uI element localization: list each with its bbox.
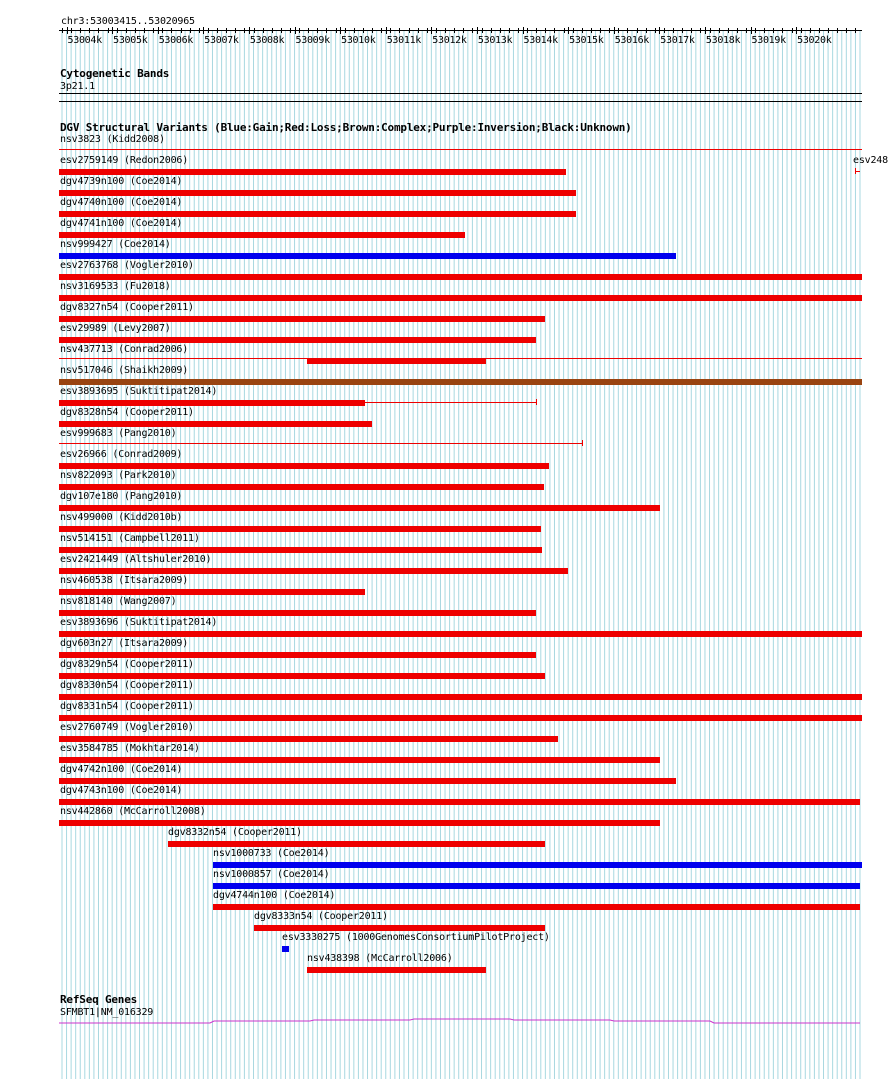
variant-feature-cap bbox=[582, 440, 583, 446]
ruler-minor-tick bbox=[427, 28, 428, 33]
variant-label[interactable]: nsv3823 (Kidd2008) bbox=[60, 134, 165, 145]
ruler-minor-tick bbox=[773, 28, 774, 33]
variant-feature[interactable] bbox=[59, 778, 676, 784]
ruler-minor-tick bbox=[792, 28, 793, 33]
ruler-minor-tick bbox=[673, 28, 674, 33]
variant-feature-cap bbox=[855, 168, 856, 174]
variant-label[interactable]: esv3584785 (Mokhtar2014) bbox=[60, 743, 200, 754]
variant-label[interactable]: dgv4743n100 (Coe2014) bbox=[60, 785, 183, 796]
ruler-tick bbox=[249, 27, 250, 34]
ruler-minor-tick bbox=[500, 28, 501, 33]
variant-feature[interactable] bbox=[59, 820, 660, 826]
variant-feature[interactable] bbox=[59, 526, 541, 532]
variant-feature[interactable] bbox=[213, 862, 862, 868]
ruler-minor-tick bbox=[171, 28, 172, 33]
ruler-minor-tick bbox=[536, 28, 537, 33]
variant-label[interactable]: dgv4741n100 (Coe2014) bbox=[60, 218, 183, 229]
variant-label[interactable]: nsv818140 (Wang2007) bbox=[60, 596, 177, 607]
variant-label[interactable]: nsv442860 (McCarroll2008) bbox=[60, 806, 206, 817]
ruler-tick bbox=[340, 27, 341, 34]
ruler-minor-tick bbox=[317, 28, 318, 33]
ruler-minor-tick bbox=[810, 28, 811, 33]
ruler-minor-tick bbox=[728, 28, 729, 33]
ruler-tick bbox=[751, 27, 752, 34]
ruler-tick-label: 53008k bbox=[249, 35, 285, 46]
ruler-tick-label: 53010k bbox=[341, 35, 376, 46]
ruler-minor-tick bbox=[463, 28, 464, 33]
ruler-tick-label: 53018k bbox=[705, 35, 741, 46]
variant-feature[interactable] bbox=[59, 211, 576, 217]
ruler-minor-tick bbox=[71, 28, 72, 33]
variant-label[interactable]: dgv107e180 (Pang2010) bbox=[60, 491, 183, 502]
ruler-minor-tick bbox=[153, 28, 154, 33]
ruler-minor-tick bbox=[226, 28, 227, 33]
variant-feature[interactable] bbox=[59, 316, 545, 322]
variant-feature[interactable] bbox=[282, 946, 289, 952]
ruler-tick-label: 53014k bbox=[523, 35, 558, 46]
ruler-minor-tick bbox=[190, 28, 191, 33]
ruler-minor-tick bbox=[509, 28, 510, 33]
variant-feature[interactable] bbox=[59, 694, 862, 700]
ruler-minor-tick bbox=[80, 28, 81, 33]
ruler-minor-tick bbox=[199, 28, 200, 33]
ruler-minor-tick bbox=[135, 28, 136, 33]
variant-label[interactable]: dgv4739n100 (Coe2014) bbox=[60, 176, 183, 187]
variant-feature[interactable] bbox=[59, 715, 862, 721]
variant-feature[interactable] bbox=[59, 169, 566, 175]
variant-label[interactable]: nsv3169533 (Fu2018) bbox=[60, 281, 171, 292]
ruler-tick-label: 53004k bbox=[67, 35, 102, 46]
ruler-tick bbox=[67, 27, 68, 34]
ruler-minor-tick bbox=[454, 28, 455, 33]
ruler-minor-tick bbox=[637, 28, 638, 33]
ruler-minor-tick bbox=[244, 28, 245, 33]
ruler-minor-tick bbox=[545, 28, 546, 33]
ruler-minor-tick bbox=[409, 28, 410, 33]
variant-label[interactable]: esv999683 (Pang2010) bbox=[60, 428, 177, 439]
ruler-tick bbox=[203, 27, 204, 34]
ruler-minor-tick bbox=[591, 28, 592, 33]
ruler-minor-tick bbox=[445, 28, 446, 33]
ruler-tick-label: 53017k bbox=[660, 35, 695, 46]
variant-feature[interactable] bbox=[59, 232, 465, 238]
ruler-minor-tick bbox=[682, 28, 683, 33]
variant-label[interactable]: esv26966 (Conrad2009) bbox=[60, 449, 183, 460]
variant-label[interactable]: nsv514151 (Campbell2011) bbox=[60, 533, 200, 544]
ruler-minor-tick bbox=[846, 28, 847, 33]
ruler-minor-tick bbox=[801, 28, 802, 33]
variant-label[interactable]: dgv8329n54 (Cooper2011) bbox=[60, 659, 194, 670]
ruler-axis[interactable] bbox=[59, 30, 862, 31]
ruler-tick bbox=[295, 27, 296, 34]
ruler-minor-tick bbox=[764, 28, 765, 33]
ruler-tick bbox=[477, 27, 478, 34]
variant-feature[interactable] bbox=[59, 295, 862, 301]
ruler-tick-label: 53007k bbox=[204, 35, 239, 46]
ruler-minor-tick bbox=[181, 28, 182, 33]
ruler-minor-tick bbox=[472, 28, 473, 33]
ruler-tick-label: 53011k bbox=[386, 35, 422, 46]
variant-label[interactable]: dgv8332n54 (Cooper2011) bbox=[168, 827, 302, 838]
variant-feature[interactable] bbox=[59, 631, 862, 637]
ruler-minor-tick bbox=[646, 28, 647, 33]
ruler-minor-tick bbox=[691, 28, 692, 33]
ruler-minor-tick bbox=[418, 28, 419, 33]
ruler-minor-tick bbox=[217, 28, 218, 33]
ruler-minor-tick bbox=[482, 28, 483, 33]
variant-feature[interactable] bbox=[307, 967, 486, 973]
ruler-minor-tick bbox=[855, 28, 856, 33]
ruler-minor-tick bbox=[828, 28, 829, 33]
ruler-minor-tick bbox=[755, 28, 756, 33]
ruler-minor-tick bbox=[336, 28, 337, 33]
locus-label: chr3:53003415..53020965 bbox=[61, 16, 195, 27]
ruler-tick bbox=[431, 27, 432, 34]
variant-feature[interactable] bbox=[213, 904, 860, 910]
variant-label[interactable]: dgv603n27 (Itsara2009) bbox=[60, 638, 189, 649]
ruler-minor-tick bbox=[381, 28, 382, 33]
variant-feature[interactable] bbox=[59, 149, 862, 150]
variant-feature[interactable] bbox=[254, 925, 545, 931]
variant-label[interactable]: esv2760749 (Vogler2010) bbox=[60, 722, 194, 733]
ruler-tick-label: 53016k bbox=[614, 35, 650, 46]
variant-feature[interactable] bbox=[59, 757, 660, 763]
variant-label[interactable]: dgv8330n54 (Cooper2011) bbox=[60, 680, 194, 691]
ruler-tick-label: 53013k bbox=[477, 35, 513, 46]
variant-feature[interactable] bbox=[59, 421, 372, 427]
ruler-minor-tick bbox=[363, 28, 364, 33]
variant-feature[interactable] bbox=[213, 883, 860, 889]
variant-label[interactable]: esv2763768 (Vogler2010) bbox=[60, 260, 194, 271]
variant-label[interactable]: nsv999427 (Coe2014) bbox=[60, 239, 171, 250]
ruler-minor-tick bbox=[372, 28, 373, 33]
ruler-tick bbox=[568, 27, 569, 34]
ruler-minor-tick bbox=[564, 28, 565, 33]
variant-label[interactable]: nsv1000857 (Coe2014) bbox=[213, 869, 330, 880]
ruler-tick bbox=[158, 27, 159, 34]
variant-label[interactable]: dgv8328n54 (Cooper2011) bbox=[60, 407, 194, 418]
variant-feature[interactable] bbox=[59, 484, 544, 490]
ruler-tick bbox=[614, 27, 615, 34]
variant-label[interactable]: esv248 bbox=[853, 155, 888, 166]
ruler-minor-tick bbox=[837, 28, 838, 33]
ruler-minor-tick bbox=[263, 28, 264, 33]
ruler-minor-tick bbox=[126, 28, 127, 33]
variant-feature[interactable] bbox=[59, 505, 660, 511]
variant-label[interactable]: nsv1000733 (Coe2014) bbox=[213, 848, 330, 859]
variant-feature-block[interactable] bbox=[307, 358, 486, 364]
ruler-minor-tick bbox=[819, 28, 820, 33]
ruler-minor-tick bbox=[290, 28, 291, 33]
variant-label[interactable]: dgv4740n100 (Coe2014) bbox=[60, 197, 183, 208]
ruler-minor-tick bbox=[746, 28, 747, 33]
ruler-minor-tick bbox=[144, 28, 145, 33]
variant-feature[interactable] bbox=[59, 736, 558, 742]
refseq-gene-model[interactable] bbox=[0, 1012, 890, 1028]
ruler-minor-tick bbox=[308, 28, 309, 33]
ruler-minor-tick bbox=[98, 28, 99, 33]
ruler-tick-label: 53009k bbox=[295, 35, 330, 46]
ruler-minor-tick bbox=[89, 28, 90, 33]
ruler-minor-tick bbox=[235, 28, 236, 33]
variant-feature-thin[interactable] bbox=[365, 402, 536, 403]
variant-feature[interactable] bbox=[59, 253, 676, 259]
ruler-minor-tick bbox=[108, 28, 109, 33]
cytoband-line-top bbox=[59, 93, 862, 94]
ruler-minor-tick bbox=[354, 28, 355, 33]
ruler-minor-tick bbox=[299, 28, 300, 33]
variant-label[interactable]: nsv437713 (Conrad2006) bbox=[60, 344, 189, 355]
ruler-tick-label: 53015k bbox=[569, 35, 604, 46]
variant-label[interactable]: esv3893695 (Suktitipat2014) bbox=[60, 386, 218, 397]
ruler-minor-tick bbox=[655, 28, 656, 33]
ruler-minor-tick bbox=[573, 28, 574, 33]
refseq-track-title: RefSeq Genes bbox=[60, 993, 138, 1006]
variant-label[interactable]: esv29989 (Levy2007) bbox=[60, 323, 171, 334]
ruler-tick bbox=[386, 27, 387, 34]
variant-feature[interactable] bbox=[59, 463, 549, 469]
ruler-minor-tick bbox=[600, 28, 601, 33]
variant-label[interactable]: dgv4742n100 (Coe2014) bbox=[60, 764, 183, 775]
ruler-minor-tick bbox=[710, 28, 711, 33]
ruler-minor-tick bbox=[208, 28, 209, 33]
ruler-tick-label: 53020k bbox=[797, 35, 832, 46]
variant-feature[interactable] bbox=[168, 841, 545, 847]
ruler-minor-tick bbox=[618, 28, 619, 33]
variant-feature[interactable] bbox=[59, 190, 576, 196]
ruler-minor-tick bbox=[272, 28, 273, 33]
ruler-tick bbox=[523, 27, 524, 34]
ruler-minor-tick bbox=[554, 28, 555, 33]
variant-feature[interactable] bbox=[59, 443, 582, 444]
ruler-minor-tick bbox=[700, 28, 701, 33]
ruler-minor-tick bbox=[399, 28, 400, 33]
ruler-minor-tick bbox=[390, 28, 391, 33]
cytoband-track-title: Cytogenetic Bands bbox=[60, 67, 170, 80]
ruler-tick-label: 53012k bbox=[432, 35, 467, 46]
variant-label[interactable]: nsv499000 (Kidd2010b) bbox=[60, 512, 183, 523]
ruler-tick-label: 53006k bbox=[158, 35, 194, 46]
variant-label[interactable]: nsv438398 (McCarroll2006) bbox=[307, 953, 453, 964]
cytoband-line-bottom bbox=[59, 101, 862, 102]
ruler-minor-tick bbox=[254, 28, 255, 33]
ruler-tick bbox=[112, 27, 113, 34]
ruler-minor-tick bbox=[527, 28, 528, 33]
ruler-minor-tick bbox=[326, 28, 327, 33]
cytoband-label: 3p21.1 bbox=[60, 81, 95, 92]
ruler-tick bbox=[796, 27, 797, 34]
variant-label[interactable]: esv2421449 (Altshuler2010) bbox=[60, 554, 212, 565]
ruler-minor-tick bbox=[162, 28, 163, 33]
variant-label[interactable]: esv3330275 (1000GenomesConsortiumPilotProject) bbox=[282, 932, 550, 943]
ruler-minor-tick bbox=[782, 28, 783, 33]
variant-label[interactable]: esv3893696 (Suktitipat2014) bbox=[60, 617, 218, 628]
variant-label[interactable]: nsv822093 (Park2010) bbox=[60, 470, 177, 481]
ruler-minor-tick bbox=[719, 28, 720, 33]
variant-feature[interactable] bbox=[59, 673, 545, 679]
ruler-tick-label: 53005k bbox=[113, 35, 148, 46]
variant-label[interactable]: dgv4744n100 (Coe2014) bbox=[213, 890, 336, 901]
variant-feature-cap bbox=[536, 399, 537, 405]
ruler-minor-tick bbox=[664, 28, 665, 33]
ruler-minor-tick bbox=[117, 28, 118, 33]
variant-feature[interactable] bbox=[59, 379, 862, 385]
refseq-gene-label[interactable]: SFMBT1|NM_016329 bbox=[60, 1007, 154, 1018]
ruler-tick bbox=[705, 27, 706, 34]
ruler-minor-tick bbox=[62, 28, 63, 33]
variant-label[interactable]: nsv517046 (Shaikh2009) bbox=[60, 365, 189, 376]
variant-feature[interactable] bbox=[59, 652, 536, 658]
variant-feature[interactable] bbox=[59, 547, 542, 553]
dgv-track-title: DGV Structural Variants (Blue:Gain;Red:Loss;Brown:Complex;Purple:Inversion;Black:Unknown) bbox=[60, 121, 632, 134]
ruler-tick-label: 53019k bbox=[751, 35, 786, 46]
variant-label[interactable]: nsv460538 (Itsara2009) bbox=[60, 575, 189, 586]
variant-label[interactable]: dgv8333n54 (Cooper2011) bbox=[254, 911, 388, 922]
variant-feature[interactable] bbox=[59, 610, 536, 616]
ruler-tick bbox=[659, 27, 660, 34]
ruler-minor-tick bbox=[582, 28, 583, 33]
ruler-minor-tick bbox=[281, 28, 282, 33]
variant-label[interactable]: esv2759149 (Redon2006) bbox=[60, 155, 189, 166]
ruler-minor-tick bbox=[491, 28, 492, 33]
ruler-minor-tick bbox=[737, 28, 738, 33]
ruler-minor-tick bbox=[609, 28, 610, 33]
variant-feature[interactable] bbox=[59, 568, 568, 574]
variant-feature[interactable] bbox=[59, 589, 365, 595]
variant-label[interactable]: dgv8331n54 (Cooper2011) bbox=[60, 701, 194, 712]
ruler-minor-tick bbox=[518, 28, 519, 33]
variant-feature[interactable] bbox=[59, 337, 536, 343]
variant-feature[interactable] bbox=[59, 400, 365, 406]
ruler-minor-tick bbox=[345, 28, 346, 33]
variant-feature[interactable] bbox=[59, 274, 862, 280]
variant-label[interactable]: dgv8327n54 (Cooper2011) bbox=[60, 302, 194, 313]
variant-feature[interactable] bbox=[59, 799, 860, 805]
ruler-minor-tick bbox=[436, 28, 437, 33]
ruler-minor-tick bbox=[627, 28, 628, 33]
